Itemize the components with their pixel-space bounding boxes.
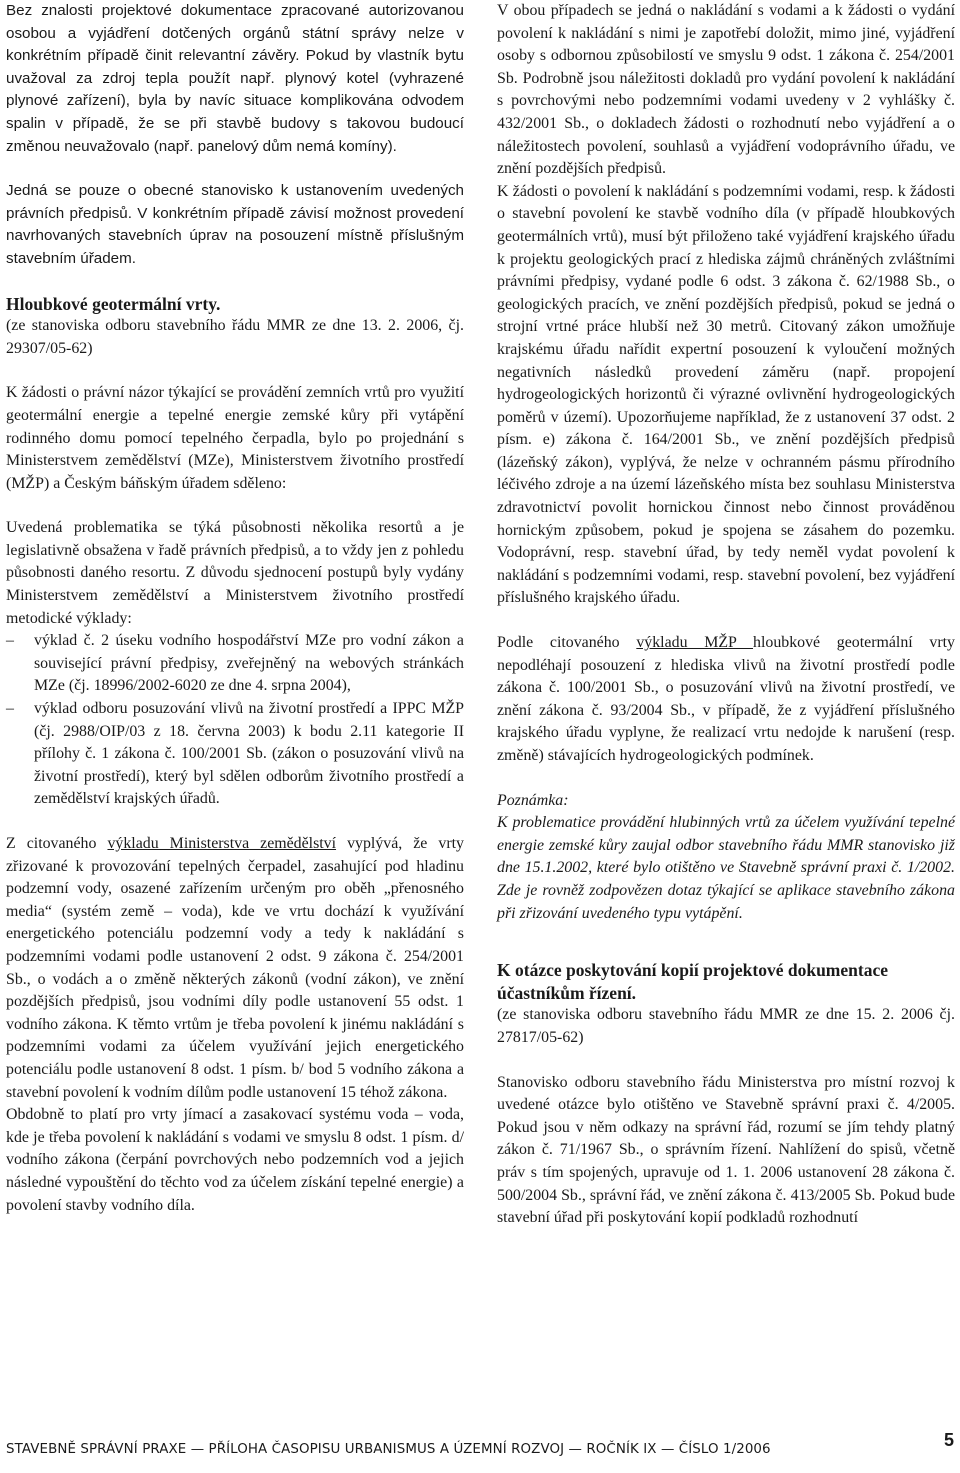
section-subheading: (ze stanoviska odboru stavebního řádu MMR ze dne 13. 2. 2006, čj. 29307/05-62)	[6, 317, 464, 357]
text-run: vyplývá, že vrty zřizované k provozování tepelných čerpadel, zasahující pod hladinu podzemní vody, osazené zařízením určeným pro oběh „přenosného media“ (systém země – voda), kde ve vrtu dochází k využívání energetického potenciálu podzemní vody a tedy k nakládání s podzemními vodami podle ustanovení 2 odst. 9 zákona č. 254/2001 Sb., o vodách a o změně některých zákonů (vodní zákon), ve znění pozdějších předpisů, jsou vodními díly podle ustanovení 55 odst. 1 vodního zákona. K těmto vrtům je třeba povolení k jinému nakládání s podzemními vodami za účelem využívání jejich energetického potenciálu podle ustanovení 8 odst. 1 písm. b/ bod 5 vodního zákona a stavební povolení k vodním dílům podle ustanovení 15 téhož zákona.	[6, 835, 464, 1101]
paragraph: K žádosti o povolení k nakládání s podzemními vodami, resp. k žádosti o stavební povolení ke stavbě vodního díla (v případě hloubkových geotermálních vrtů), musí být přiloženo také vyjádření krajského úřadu k projektu geologických prací z hlediska zájmů chráněných zvláštními právními předpisy, vydané podle 6 odst. 3 zákona č. 62/1988 Sb., o geologických pracích, ve znění pozdějších předpisů, pokud se jedná o strojní vrtné práce hlubší než 30 metrů. Citovaný zákon umožňuje krajskému úřadu nařídit expertní posouzení k vyloučení možných negativních následků provedení záměru (např. propojení hydrogeologických horizontů či výrazné ovlivnění hydrogeologických poměrů v území). Upozorňujeme například, že z ustanovení 37 odst. 2 písm. e) zákona č. 164/2001 Sb., ve znění pozdějších předpisů (lázeňský zákon), vyplývá, že nelze v ochranném pásmu přírodního léčivého zdroje a na území lázeňského místa bez souhlasu Ministerstva zdravotnictví povolit hornickou činnost nebo činnost prováděnou hornickým způsobem, pokud je spojena se zásahem do pozemku. Vodoprávní, resp. stavební úřad, by tedy neměl vydat povolení k nakládání s podzemními vodami, resp. stavební povolení, bez vyjádření příslušného krajského úřadu.	[497, 182, 955, 607]
dash-list	[6, 630, 464, 811]
note-text: K problematice provádění hlubinných vrtů za účelem využívání tepelné energie zemské kůry zaujal odbor stavebního řádu MMR stanovisko již dne 15.1.2002, které bylo otištěno ve Stavebně správní praxi č. 1/2002. Zde je rovněž zodpovězen dotaz týkající se aplikace stavebního zákona při zřizování uvedeného typu vytápění.	[497, 814, 955, 922]
paragraph: Bez znalosti projektové dokumentace zpracované autorizovanou osobou a vyjádření dotčených orgánů státní správy nelze v konkrétním případě činit relevantní závěry. Pokud by vlastník bytu uvažoval za zdroj tepla použít např. plynový kotel (vyhrazené plynové zařízení), byla by navíc situace komplikována odvodem spalin v případě, že se při stavbě budovy s takovou budoucí změnou neuvažovalo (např. panelový dům nemá komíny).	[6, 2, 464, 155]
section-heading: Hloubkové geotermální vrty.	[6, 293, 221, 314]
page-footer	[6, 1430, 954, 1460]
underlined-reference: výkladu Ministerstva zemědělství	[107, 835, 337, 852]
footer-text: STAVEBNĚ SPRÁVNÍ PRAXE — PŘÍLOHA ČASOPISU URBANISMUS A ÚZEMNÍ ROZVOJ — ROČNÍK IX — ČÍSLO 1/2006	[6, 1442, 771, 1457]
dash-bullet: –	[6, 700, 14, 718]
note-label: Poznámka:	[497, 791, 569, 809]
page-number: 5	[943, 1430, 954, 1450]
underlined-reference: výkladu MŽP	[636, 634, 754, 652]
section-heading: K otázce poskytování kopií projektové dokumentace účastníkům řízení.	[497, 960, 888, 1003]
paragraph: Obdobně to platí pro vrty jímací a zasakovací systému voda – voda, kde je třeba povolení k nakládání s vodami ve smyslu 8 odst. 1 písm. d/ vodního zákona (čerpání povrchových nebo podzemních vod a jejich následné vypouštění do těchto vod za účelem získání tepelné energie) a povolení stavby vodního díla.	[6, 1106, 464, 1214]
text-run: Podle citovaného	[497, 634, 637, 652]
paragraph: Jedná se pouze o obecné stanovisko k ustanovením uvedených právních předpisů. V konkrétním případě závisí možnost provedení navrhovaných stavebních úprav na posouzení místně příslušným stavebním úřadem.	[6, 182, 464, 267]
list-item	[6, 630, 464, 698]
paragraph	[497, 632, 955, 768]
text-run: Z citovaného	[6, 835, 108, 852]
list-item-text: výklad č. 2 úseku vodního hospodářství MZe pro vodní zákon a související právní předpisy, zveřejněný na webových stránkách MZe (čj. 18996/2002-6020 ze dne 4. srpna 2004),	[34, 632, 464, 695]
list-item	[6, 698, 464, 811]
paragraph: Stanovisko odboru stavebního řádu Ministerstva pro místní rozvoj k uvedené otázce bylo otištěno ve Stavebně správní praxi č. 4/2005. Pokud jsou v něm odkazy na správní řád, rozumí se jím tehdy platný zákon č. 71/1967 Sb., o správním řízení. Nahlížení do spisů, včetně práv s tím spojených, upravuje od 1. 1. 2006 ustanovení 28 zákona č. 500/2004 Sb., správní řád, ve znění zákona č. 413/2005 Sb. Pokud bude stavební úřad při poskytování kopií podkladů rozhodnutí	[497, 1073, 955, 1227]
list-item-text: výklad odboru posuzování vlivů na životní prostředí a IPPC MŽP (čj. 2988/OIP/03 z 18. června 2003) k bodu 2.11 kategorie II přílohy č. 1 zákona č. 100/2001 Sb. (zákon o posuzování vlivů na životní prostředí), který byl sdělen odborům životního prostředí a zemědělství krajských úřadů.	[34, 700, 464, 808]
section-subheading: (ze stanoviska odboru stavebního řádu MMR ze dne 15. 2. 2006 čj. 27817/05-62)	[497, 1006, 955, 1046]
right-column	[497, 0, 955, 1230]
paragraph: K žádosti o právní názor týkající se provádění zemních vrtů pro využití geotermální energie a tepelné energie zemské kůry při vytápění rodinného domu pomocí tepelného čerpadla, bylo po projednání s Ministerstvem zemědělství (MZe), Ministerstvem životního prostředí (MŽP) a Českým báňským úřadem sděleno:	[6, 384, 464, 492]
left-column	[6, 0, 464, 1217]
paragraph: V obou případech se jedná o nakládání s vodami a k žádosti o vydání povolení k nakládání s nimi je zapotřebí doložit, mimo jiné, vyjádření osoby s odbornou způsobilostí ve smyslu 9 odst. 1 zákona č. 254/2001 Sb. Podrobně jsou náležitosti dokladů pro vydání povolení k nakládání s povrchovými nebo podzemními vodami uvedeny v 2 vyhlášky č. 432/2001 Sb., o dokladech žádosti o rozhodnutí nebo vyjádření a o náležitostech povolení, souhlasů a vyjádření vodoprávního úřadu, ve znění pozdějších předpisů.	[497, 2, 955, 178]
text-run: hloubkové geotermální vrty nepodléhají posouzení z hlediska vlivů na životní prostředí podle zákona č. 100/2001 Sb., o posuzování vlivů na životní prostředí, ve znění zákona č. 93/2004 Sb., v případě, že z vyjádření příslušného krajského úřadu vyplyne, že realizací vrtu nedojde k narušení (resp. změně) stávajících hydrogeologických podmínek.	[497, 634, 955, 764]
paragraph	[6, 833, 464, 1104]
paragraph: Uvedená problematika se týká působnosti několika resortů a je legislativně obsažena v řadě právních předpisů, a to vždy jen z pohledu působnosti daného resortu. Z důvodu sjednocení postupů byly vydány Ministerstvem zemědělství a Ministerstvem životního prostředí metodické výklady:	[6, 519, 464, 627]
dash-bullet: –	[6, 632, 14, 650]
